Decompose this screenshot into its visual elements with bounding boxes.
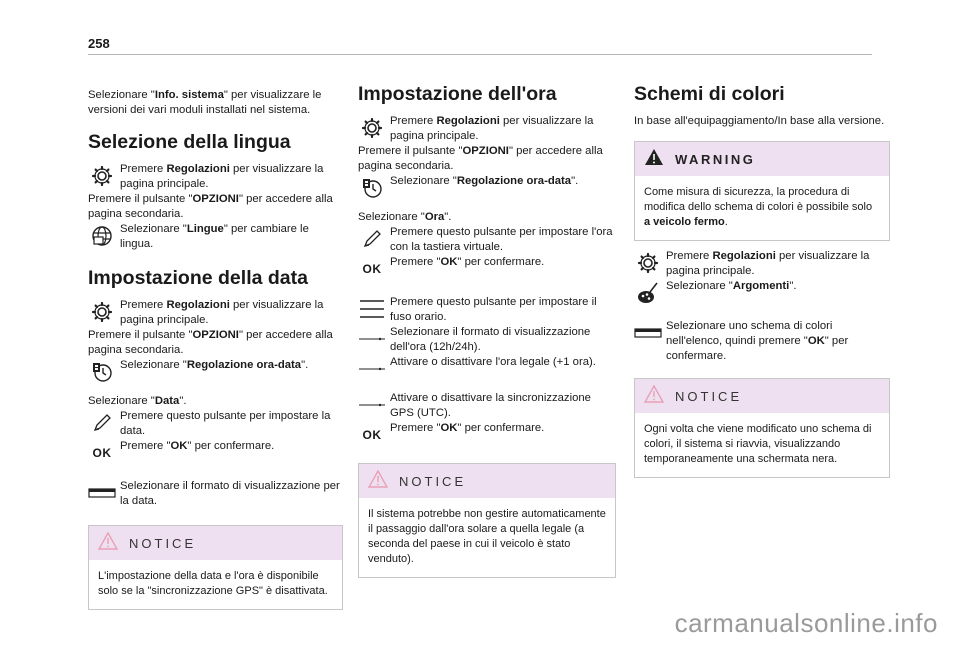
step-text: Selezionare il formato di visualizzazione dell'ora (12h/24h). bbox=[390, 326, 591, 353]
step-text: Attivare o disattivare l'ora legale (+1 ora). bbox=[390, 356, 596, 368]
ora-step-10 bbox=[358, 391, 616, 421]
triangle-warning-icon bbox=[643, 384, 665, 409]
list-lines-icon bbox=[358, 295, 386, 323]
ora-step-11 bbox=[358, 421, 616, 449]
data-step-5 bbox=[88, 409, 343, 439]
toggle-line-icon bbox=[358, 325, 386, 353]
language-globe-icon bbox=[88, 222, 116, 250]
clock-icon bbox=[358, 174, 386, 202]
data-step-3 bbox=[88, 358, 343, 386]
ora-step-7 bbox=[358, 295, 616, 325]
step-text: Selezionare "Data". bbox=[88, 395, 187, 407]
pencil-icon bbox=[358, 225, 386, 253]
data-step-6 bbox=[88, 439, 343, 467]
pencil-icon bbox=[88, 409, 116, 437]
step-text: Premere Regolazioni per visualizzare la pagina principale. bbox=[120, 299, 324, 326]
step-text: Selezionare "Argomenti". bbox=[666, 280, 797, 292]
ora-step-1 bbox=[358, 114, 616, 144]
notice-box bbox=[88, 525, 343, 610]
notice-header bbox=[359, 464, 615, 498]
notice-label: NOTICE bbox=[129, 535, 197, 551]
step-text: Premere il pulsante "OPZIONI" per accedere alla pagina secondaria. bbox=[88, 329, 333, 356]
section-title-ora: Impostazione dell'ora bbox=[358, 83, 557, 105]
step-text: Premere questo pulsante per impostare il fuso orario. bbox=[390, 296, 597, 323]
warning-box bbox=[634, 141, 890, 241]
clock-icon bbox=[88, 358, 116, 386]
triangle-warning-icon bbox=[367, 469, 389, 494]
toggle-bar-icon bbox=[634, 319, 662, 347]
triangle-warning-icon bbox=[97, 531, 119, 556]
step-text: Selezionare uno schema di colori nell'elenco, quindi premere "OK" per confermare. bbox=[666, 320, 849, 362]
notice-header bbox=[635, 379, 889, 413]
step-text: Premere Regolazioni per visualizzare la pagina principale. bbox=[120, 163, 324, 190]
notice-text: Ogni volta che viene modificato uno schema di colori, il sistema si riavvia, visualizzando temporaneamente una schermata nera. bbox=[644, 423, 872, 465]
step-text: Premere "OK" per confermare. bbox=[390, 422, 545, 434]
notice-label: NOTICE bbox=[399, 473, 467, 489]
column-3 bbox=[634, 82, 890, 478]
notice-label: NOTICE bbox=[675, 388, 743, 404]
watermark: carmanualsonline.info bbox=[674, 608, 938, 638]
step-text: Selezionare il formato di visualizzazione per la data. bbox=[120, 480, 340, 507]
step-text: Selezionare "Ora". bbox=[358, 211, 452, 223]
step-text: Premere il pulsante "OPZIONI" per accedere alla pagina secondaria. bbox=[88, 193, 333, 220]
colori-step-2 bbox=[634, 279, 890, 307]
header-divider bbox=[88, 54, 872, 55]
step-text: Premere questo pulsante per impostare l'ora con la tastiera virtuale. bbox=[390, 226, 613, 253]
section-title-data: Impostazione della data bbox=[88, 267, 308, 289]
toggle-line-icon bbox=[358, 391, 386, 419]
step-text: Premere Regolazioni per visualizzare la pagina principale. bbox=[666, 250, 870, 277]
step-text: Selezionare "Regolazione ora-data". bbox=[390, 175, 579, 187]
settings-gear-icon bbox=[634, 249, 662, 277]
settings-gear-icon bbox=[358, 114, 386, 142]
ora-step-9 bbox=[358, 355, 616, 383]
step-text: Premere "OK" per confermare. bbox=[120, 440, 275, 452]
triangle-warning-icon bbox=[643, 147, 665, 172]
ora-step-3 bbox=[358, 174, 616, 202]
lingua-step-1 bbox=[88, 162, 343, 192]
notice-box bbox=[358, 463, 616, 578]
ok-icon: OK bbox=[362, 428, 382, 442]
step-text: Selezionare "Lingue" per cambiare le lingua. bbox=[120, 223, 309, 250]
notice-header bbox=[89, 526, 342, 560]
ora-step-5 bbox=[358, 225, 616, 255]
toggle-bar-icon bbox=[88, 479, 116, 507]
notice-box bbox=[634, 378, 890, 478]
step-text: Premere Regolazioni per visualizzare la pagina principale. bbox=[390, 115, 594, 142]
step-text: Premere questo pulsante per impostare la data. bbox=[120, 410, 331, 437]
toggle-line-icon bbox=[358, 355, 386, 383]
warning-header bbox=[635, 142, 889, 176]
column-2 bbox=[358, 82, 616, 578]
warning-label: WARNING bbox=[675, 151, 756, 167]
data-step-7 bbox=[88, 479, 343, 509]
colori-step-3 bbox=[634, 319, 890, 364]
ora-step-6 bbox=[358, 255, 616, 283]
ora-step-8 bbox=[358, 325, 616, 355]
colori-step-1 bbox=[634, 249, 890, 279]
info-sistema-text: Selezionare "Info. sistema" per visualizzare le versioni dei vari moduli installati nel sistema. bbox=[88, 89, 322, 116]
ok-icon: OK bbox=[92, 446, 112, 460]
section-title-colori: Schemi di colori bbox=[634, 83, 785, 105]
notice-text: L'impostazione della data e l'ora è disponibile solo se la "sincronizzazione GPS" è disattivata. bbox=[98, 570, 328, 597]
settings-gear-icon bbox=[88, 298, 116, 326]
intro-text: In base all'equipaggiamento/In base alla versione. bbox=[634, 115, 885, 127]
settings-gear-icon bbox=[88, 162, 116, 190]
theme-palette-icon bbox=[634, 279, 662, 307]
ok-icon: OK bbox=[362, 262, 382, 276]
step-text: Selezionare "Regolazione ora-data". bbox=[120, 359, 309, 371]
step-text: Attivare o disattivare la sincronizzazione GPS (UTC). bbox=[390, 392, 591, 419]
page-number: 258 bbox=[88, 36, 110, 51]
warning-text: Come misura di sicurezza, la procedura di modifica dello schema di colori è possibile solo a veicolo fermo. bbox=[644, 186, 873, 228]
column-1 bbox=[88, 82, 343, 610]
step-text: Premere il pulsante "OPZIONI" per accedere alla pagina secondaria. bbox=[358, 145, 603, 172]
lingua-step-3 bbox=[88, 222, 343, 252]
section-title-lingua: Selezione della lingua bbox=[88, 131, 291, 153]
notice-text: Il sistema potrebbe non gestire automaticamente il passaggio dall'ora solare a quella legale (a seconda del paese in cui il veicolo è stato venduto). bbox=[368, 508, 606, 565]
data-step-1 bbox=[88, 298, 343, 328]
step-text: Premere "OK" per confermare. bbox=[390, 256, 545, 268]
